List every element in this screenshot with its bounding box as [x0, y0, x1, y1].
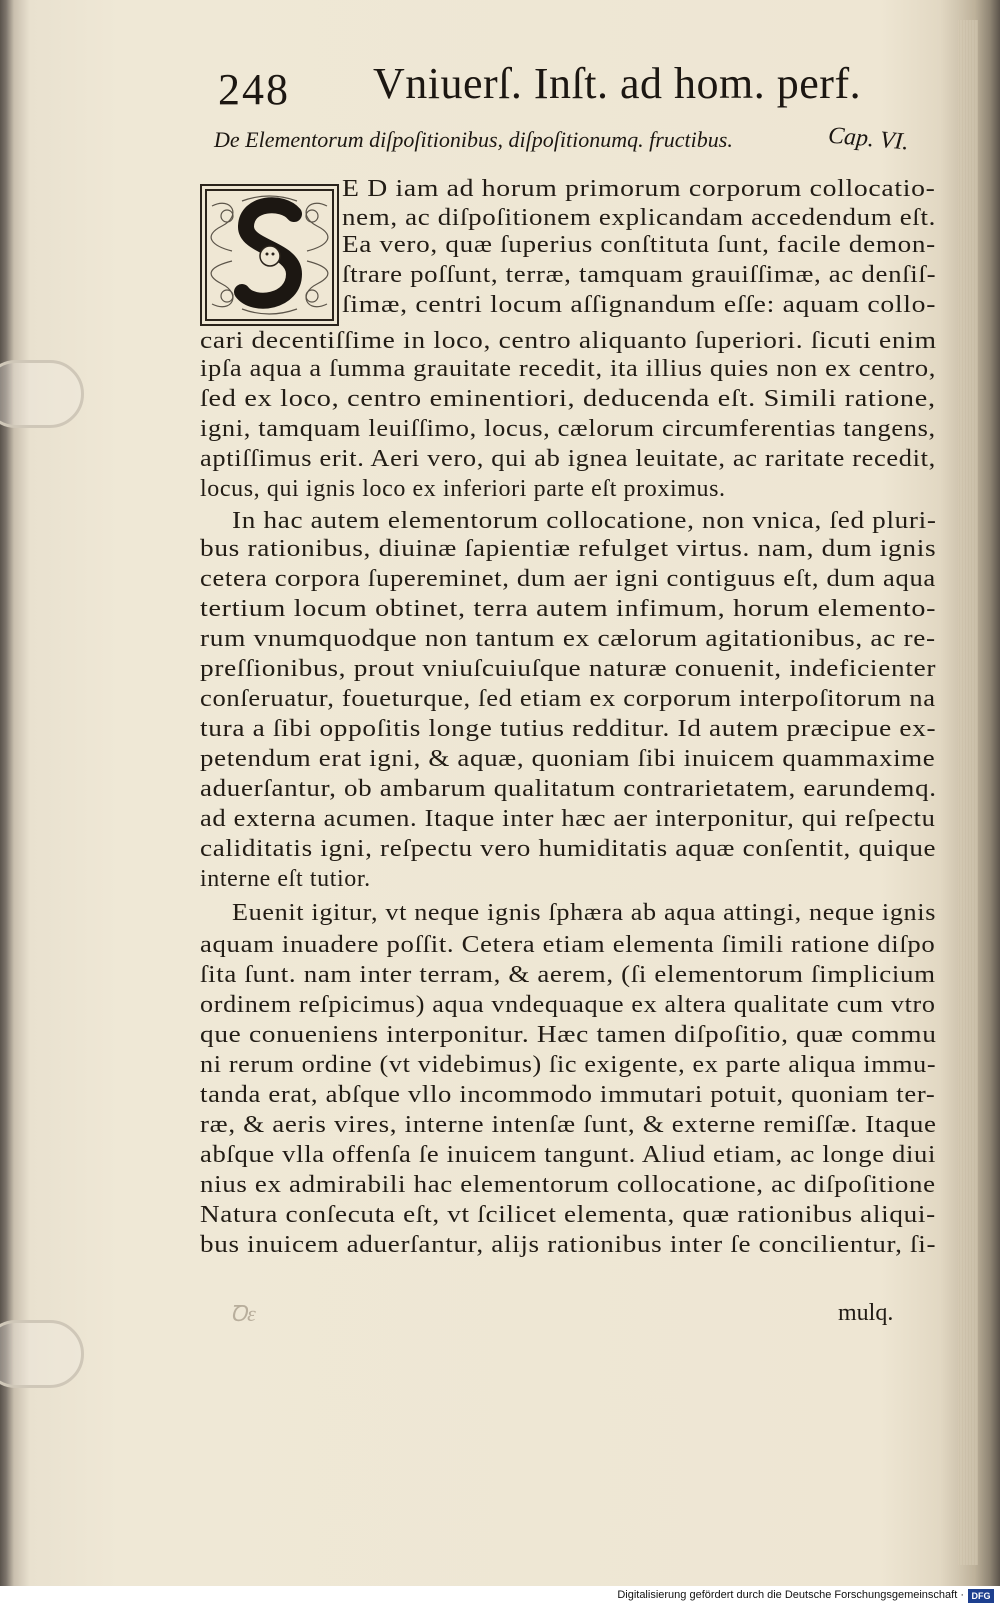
text-line: ad externa acumen. Itaque inter hæc aer interponitur, qui reſpectu — [200, 806, 936, 832]
text-line: In hac autem elementorum collocatione, non vnica, ſed pluri- — [232, 508, 937, 534]
book-clip-tab — [0, 1320, 84, 1388]
text-line: igni, tamquam leuiſſimo, locus, cælorum circumferentias tangens, — [200, 416, 936, 442]
decorated-initial-s — [200, 184, 339, 326]
text-line: abſque vlla offenſa ſe inuicem tangunt. Aliud etiam, ac longe diui — [200, 1142, 937, 1168]
page-number: 248 — [218, 65, 290, 114]
text-line: aduerſantur, ob ambarum qualitatum contrarietatem, earundemq. — [200, 776, 937, 802]
text-line: ſed ex loco, centro eminentiori, deducenda eſt. Simili ratione, — [200, 386, 936, 412]
text-line: ni rerum ordine (vt videbimus) ſic exigente, ex parte aliqua immu- — [200, 1052, 937, 1078]
book-clip-tab — [0, 360, 84, 428]
text-line: rum vnumquodque non tantum ex cælorum agitationibus, ac re- — [200, 626, 936, 652]
text-line: tertium locum obtinet, terra autem infimum, horum elemento- — [200, 596, 937, 622]
chapter-number: Cap. VI. — [827, 122, 910, 156]
page-header — [218, 58, 862, 118]
text-line: E D iam ad horum primorum corporum collocatio- — [342, 176, 936, 202]
text-line: Ea vero, quæ ſuperius conſtituta ſunt, facile demon- — [342, 232, 936, 258]
text-line: conſeruatur, foueturque, ſed etiam ex corporum interpoſitorum na — [200, 686, 936, 712]
text-line: ſita ſunt. nam inter terram, & aerem, (ſi elementorum ſimplicium — [200, 962, 936, 988]
text-line: ſimæ, centri locum aſſignandum eſſe: aquam collo- — [342, 292, 937, 318]
text-line: bus rationibus, diuinæ ſapientiæ refulget virtus. nam, dum ignis — [200, 536, 937, 562]
text-line: cetera corpora ſupereminet, dum aer igni contiguus eſt, dum aqua — [200, 566, 936, 592]
dfg-logo: DFG — [968, 1589, 994, 1603]
text-line: Euenit igitur, vt neque ignis ſphæra ab aqua attingi, neque ignis — [232, 900, 937, 926]
text-line: caliditatis igni, reſpectu vero humiditatis aquæ conſentit, quique — [200, 836, 937, 862]
text-line: interne eſt tutior. — [200, 866, 371, 892]
ornament-initial-image — [202, 186, 337, 324]
digitization-credit-bar — [0, 1586, 1000, 1607]
text-line: nius ex admirabili hac elementorum collocatione, ac diſpoſitione — [200, 1172, 936, 1198]
text-line: que conueniens interponitur. Hæc tamen diſpoſitio, quæ commu — [200, 1022, 937, 1048]
text-line: cari decentiſſime in loco, centro aliquanto ſuperiori. ſicuti enim — [200, 328, 937, 354]
text-line: aquam inuadere poſſit. Cetera etiam elementa ſimili ratione diſpo — [200, 932, 936, 958]
text-line: petendum erat igni, & aquæ, quoniam ſibi inuicem quammaxime — [200, 746, 936, 772]
text-line: aptiſſimus erit. Aeri vero, qui ab ignea leuitate, ac raritate recedit, — [200, 446, 936, 472]
chapter-title: De Elementorum diſpoſitionibus, diſpoſitionumq. fructibus. — [214, 127, 733, 152]
text-line: ipſa aqua a ſumma grauitate recedit, ita illius quies non ex centro, — [200, 356, 937, 382]
text-line: nem, ac diſpoſitionem explicandam accedendum eſt. — [342, 205, 937, 231]
text-line: tura a ſibi oppoſitis longe tutius redditur. Id autem præcipue ex- — [200, 716, 937, 742]
text-line: tanda erat, abſque vllo incommodo immutari potuit, quoniam ter- — [200, 1082, 936, 1108]
text-line: bus inuicem aduerſantur, alijs rationibus inter ſe concilientur, ſi- — [200, 1232, 937, 1258]
text-line: preſſionibus, prout vniuſcuiuſque naturæ conuenit, indeficienter — [200, 656, 937, 682]
text-line: Natura conſecuta eſt, vt ſcilicet elementa, quæ rationibus aliqui- — [200, 1202, 936, 1228]
catchword: mulq. — [838, 1300, 894, 1326]
page-edge — [958, 20, 978, 1565]
text-line: ræ, & aeris vires, interne intenſæ ſunt, & externe remiſſæ. Itaque — [200, 1112, 937, 1138]
text-line: ordinem reſpicimus) aqua vndequaque ex altera qualitate cum vtro — [200, 992, 936, 1018]
running-title: Vniuerſ. Inſt. ad hom. perf. — [373, 59, 862, 108]
text-line: locus, qui ignis loco ex inferiori parte eſt proximus. — [200, 476, 726, 502]
text-line: ſtrare poſſunt, terræ, tamquam grauiſſimæ, ac denſiſ- — [342, 262, 937, 288]
faded-ink-mark: Ꝺε — [230, 1301, 256, 1326]
credit-text: Digitalisierung gefördert durch die Deutsche Forschungsgemeinschaft · — [617, 1589, 964, 1601]
